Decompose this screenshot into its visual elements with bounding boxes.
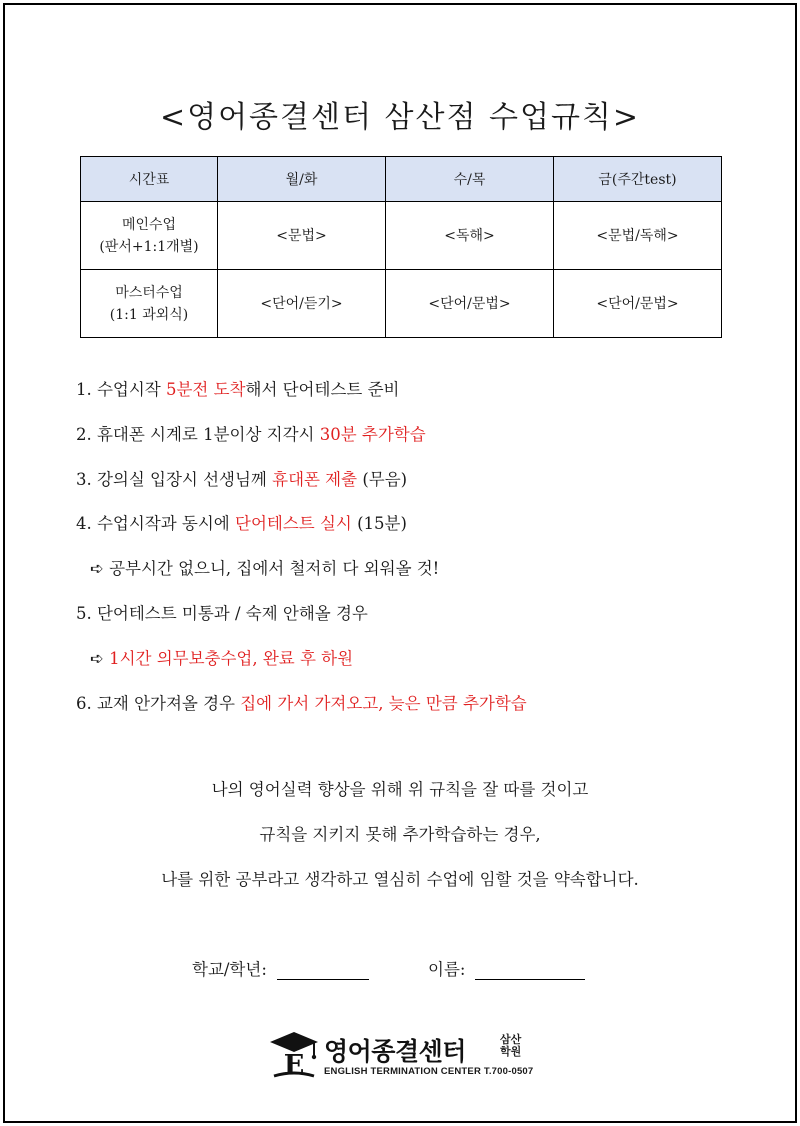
pledge-text <box>0 778 800 913</box>
rule-text: ➪ 공부시간 없으니, 집에서 철저히 다 외워올 것! <box>90 559 440 579</box>
logo-subtitle: ENGLISH TERMINATION CENTER T.700-0507 <box>324 1066 534 1077</box>
rule-highlight: 휴대폰 제출 <box>272 469 358 489</box>
header-cell: 시간표 <box>81 157 218 202</box>
header-cell: 월/화 <box>218 157 386 202</box>
rule-highlight: 단어테스트 실시 <box>235 514 352 534</box>
row-label-line1: 메인수업 <box>121 216 177 233</box>
rule-text: (15분) <box>351 514 407 534</box>
rule-subitem <box>76 641 736 686</box>
school-grade-field <box>192 956 369 980</box>
header-cell: 금(주간test) <box>554 157 722 202</box>
table-cell: <단어/듣기> <box>218 270 386 338</box>
rule-highlight: 집에 가서 가져오고, 늦은 만큼 추가학습 <box>240 693 527 713</box>
row-label-line1: 마스터수업 <box>115 284 183 301</box>
rule-text: 3. 강의실 입장시 선생님께 <box>76 469 273 489</box>
rule-item <box>76 372 736 417</box>
logo-branch <box>500 1034 521 1058</box>
rule-text: 1. 수업시작 <box>76 380 166 399</box>
pledge-line: 규칙을 지키지 못해 추가학습하는 경우, <box>259 825 541 844</box>
rule-item <box>76 596 736 641</box>
rule-text: 2. 휴대폰 시계로 1분이상 지각시 <box>76 424 320 444</box>
name-label: 이름: <box>428 960 466 979</box>
rule-text: 5. 단어테스트 미통과 / 숙제 안해올 경우 <box>76 603 368 623</box>
rule-subitem <box>76 551 736 596</box>
row-label-line2: (판서+1:1개별) <box>99 238 199 255</box>
logo-branch-line1: 삼산 <box>500 1033 522 1046</box>
logo-branch-line2: 학원 <box>500 1045 522 1058</box>
logo-name: 영어종결센터 <box>324 1037 466 1066</box>
page-title: <영어종결센터 삼산점 수업규칙> <box>159 100 641 135</box>
table-cell: <독해> <box>386 202 554 270</box>
rule-text: 4. 수업시작과 동시에 <box>76 514 235 534</box>
table-cell: <문법/독해> <box>554 202 722 270</box>
table-cell: <단어/문법> <box>554 270 722 338</box>
table-row <box>81 202 722 270</box>
rule-highlight: 5분전 도착 <box>166 380 246 399</box>
rule-highlight: 30분 추가학습 <box>319 424 426 444</box>
table-header-row <box>81 157 722 202</box>
rule-item <box>76 417 736 462</box>
name-blank[interactable] <box>475 959 585 980</box>
logo-letter: E <box>283 1050 305 1081</box>
table-cell: <단어/문법> <box>386 270 554 338</box>
header-cell: 수/목 <box>386 157 554 202</box>
rule-text: ➪ <box>90 648 110 668</box>
name-field <box>428 956 585 980</box>
rules-list <box>76 372 736 730</box>
school-grade-label: 학교/학년: <box>192 960 267 979</box>
rule-highlight: 1시간 의무보충수업, 완료 후 하원 <box>109 648 354 668</box>
row-label-line2: (1:1 과외식) <box>109 306 189 323</box>
school-grade-blank[interactable] <box>277 959 369 980</box>
rule-item <box>76 686 736 731</box>
rule-item <box>76 506 736 551</box>
row-label <box>81 270 218 338</box>
rule-text: 6. 교재 안가져올 경우 <box>76 693 241 713</box>
academy-logo <box>268 1030 538 1084</box>
pledge-line: 나의 영어실력 향상을 위해 위 규칙을 잘 따를 것이고 <box>211 780 589 799</box>
rule-text: 해서 단어테스트 준비 <box>245 380 400 399</box>
schedule-table <box>80 156 722 338</box>
pledge-line: 나를 위한 공부라고 생각하고 열심히 수업에 임할 것을 약속합니다. <box>161 870 639 889</box>
rule-text: (무음) <box>357 469 408 489</box>
table-cell: <문법> <box>218 202 386 270</box>
graduation-cap-icon <box>268 1030 320 1082</box>
table-row <box>81 270 722 338</box>
row-label <box>81 202 218 270</box>
rule-item <box>76 462 736 507</box>
